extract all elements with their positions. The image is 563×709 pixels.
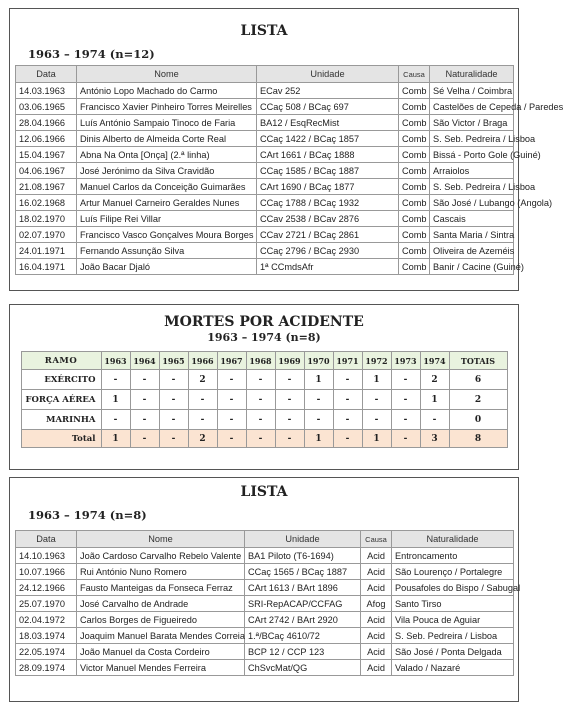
cell-name: Victor Manuel Mendes Ferreira [77, 660, 245, 676]
list1-subtitle: 1963 – 1974 (n=12) [28, 47, 155, 61]
year-value: - [246, 370, 275, 390]
header-naturalidade: Naturalidade [392, 531, 514, 548]
header-totais: TOTAIS [449, 352, 507, 370]
row-label: EXÉRCITO [21, 370, 101, 390]
cell-date: 02.04.1972 [16, 612, 77, 628]
cell-cause: Acid [361, 564, 392, 580]
year-value: 3 [420, 430, 449, 448]
cell-date: 16.02.1968 [16, 195, 77, 211]
year-value: - [362, 390, 391, 410]
cell-date: 14.10.1963 [16, 548, 77, 564]
year-value: - [333, 410, 362, 430]
cell-cause: Comb [399, 211, 430, 227]
cell-birthplace: Arraiolos [430, 163, 514, 179]
cell-unit: CArt 1661 / BCaç 1888 [257, 147, 399, 163]
cell-date: 15.04.1967 [16, 147, 77, 163]
cell-date: 21.08.1967 [16, 179, 77, 195]
year-value: 1 [420, 390, 449, 410]
table-row [21, 410, 507, 430]
year-value: - [217, 390, 246, 410]
cell-cause: Acid [361, 548, 392, 564]
cell-name: Fausto Manteigas da Fonseca Ferraz [77, 580, 245, 596]
cell-birthplace: Bissá - Porto Gole (Guiné) [430, 147, 514, 163]
list2-subtitle: 1963 – 1974 (n=8) [28, 508, 147, 522]
cell-name: Francisco Vasco Gonçalves Moura Borges [77, 227, 257, 243]
year-value: - [188, 410, 217, 430]
header-year: 1963 [101, 352, 130, 370]
year-value: 1 [101, 430, 130, 448]
cell-date: 24.01.1971 [16, 243, 77, 259]
header-causa: Causa [361, 531, 392, 548]
cell-unit: BA1 Piloto (T6-1694) [245, 548, 361, 564]
row-total: 6 [449, 370, 507, 390]
deaths-subtitle: 1963 – 1974 (n=8) [207, 331, 321, 344]
cell-cause: Comb [399, 243, 430, 259]
year-value: - [275, 370, 304, 390]
header-data: Data [16, 531, 77, 548]
cell-date: 12.06.1966 [16, 131, 77, 147]
cell-date: 02.07.1970 [16, 227, 77, 243]
row-label: Total [21, 430, 101, 448]
header-year: 1974 [420, 352, 449, 370]
cell-date: 04.06.1967 [16, 163, 77, 179]
cell-name: Abna Na Onta [Onça] (2.ª linha) [77, 147, 257, 163]
year-value: - [159, 390, 188, 410]
year-value: - [159, 430, 188, 448]
cell-name: João Manuel da Costa Cordeiro [77, 644, 245, 660]
cell-unit: CCaç 1422 / BCaç 1857 [257, 131, 399, 147]
year-value: - [130, 390, 159, 410]
year-value: - [304, 410, 333, 430]
year-value: 1 [101, 390, 130, 410]
header-unidade: Unidade [245, 531, 361, 548]
cell-birthplace: S. Seb. Pedreira / Lisboa [392, 628, 514, 644]
year-value: - [391, 410, 420, 430]
year-value: 2 [188, 370, 217, 390]
table-header-row [21, 352, 507, 370]
header-year: 1973 [391, 352, 420, 370]
cell-name: Dinis Alberto de Almeida Corte Real [77, 131, 257, 147]
cell-name: Joaquim Manuel Barata Mendes Correia [77, 628, 245, 644]
row-total: 0 [449, 410, 507, 430]
cell-unit: CArt 1613 / BArt 1896 [245, 580, 361, 596]
cell-name: Manuel Carlos da Conceição Guimarães [77, 179, 257, 195]
cell-date: 18.02.1970 [16, 211, 77, 227]
table-row [16, 179, 514, 195]
header-year: 1967 [217, 352, 246, 370]
year-value: 1 [304, 430, 333, 448]
cell-cause: Comb [399, 83, 430, 99]
header-year: 1965 [159, 352, 188, 370]
year-value: - [159, 410, 188, 430]
table-row [16, 644, 514, 660]
year-value: - [101, 370, 130, 390]
cell-birthplace: Sé Velha / Coimbra [430, 83, 514, 99]
accident-deaths-panel [9, 304, 519, 470]
cell-unit: CCav 2538 / BCav 2876 [257, 211, 399, 227]
header-nome: Nome [77, 531, 245, 548]
cell-cause: Acid [361, 644, 392, 660]
row-total: 2 [449, 390, 507, 410]
header-ramo: RAMO [21, 352, 101, 370]
cell-unit: 1.ª/BCaç 4610/72 [245, 628, 361, 644]
cell-cause: Acid [361, 660, 392, 676]
cell-cause: Acid [361, 580, 392, 596]
year-value: - [275, 430, 304, 448]
table-row [16, 612, 514, 628]
cell-unit: BA12 / EsqRecMist [257, 115, 399, 131]
cell-cause: Comb [399, 259, 430, 275]
year-value: - [304, 390, 333, 410]
cell-cause: Comb [399, 163, 430, 179]
year-value: 1 [304, 370, 333, 390]
year-value: - [217, 410, 246, 430]
cell-date: 10.07.1966 [16, 564, 77, 580]
year-value: - [362, 410, 391, 430]
cell-birthplace: São José / Ponta Delgada [392, 644, 514, 660]
cell-cause: Acid [361, 628, 392, 644]
cell-birthplace: São Lourenço / Portalegre [392, 564, 514, 580]
table-header-row [16, 531, 514, 548]
cell-unit: SRI-RepACAP/CCFAG [245, 596, 361, 612]
cell-name: António Lopo Machado do Carmo [77, 83, 257, 99]
table-row [16, 596, 514, 612]
cell-cause: Comb [399, 179, 430, 195]
row-total: 8 [449, 430, 507, 448]
header-year: 1971 [333, 352, 362, 370]
year-value: - [275, 410, 304, 430]
list1-title: LISTA [240, 23, 288, 39]
cell-unit: CCaç 1788 / BCaç 1932 [257, 195, 399, 211]
deaths-table [21, 351, 508, 448]
cell-unit: CCaç 2796 / BCaç 2930 [257, 243, 399, 259]
table-row [16, 115, 514, 131]
year-value: - [130, 410, 159, 430]
table-row [16, 83, 514, 99]
header-unidade: Unidade [257, 66, 399, 83]
year-value: - [391, 370, 420, 390]
cell-date: 03.06.1965 [16, 99, 77, 115]
header-year: 1968 [246, 352, 275, 370]
year-value: 2 [188, 430, 217, 448]
cell-birthplace: São Victor / Braga [430, 115, 514, 131]
table-row [16, 211, 514, 227]
table-row [16, 99, 514, 115]
cell-name: José Carvalho de Andrade [77, 596, 245, 612]
cell-unit: CCaç 508 / BCaç 697 [257, 99, 399, 115]
table-row [16, 195, 514, 211]
header-nome: Nome [77, 66, 257, 83]
year-value: - [420, 410, 449, 430]
cell-unit: ChSvcMat/QG [245, 660, 361, 676]
year-value: - [333, 390, 362, 410]
cell-name: José Jerónimo da Silva Cravidão [77, 163, 257, 179]
table-row [16, 163, 514, 179]
table-row [16, 628, 514, 644]
cell-cause: Afog [361, 596, 392, 612]
row-label: MARINHA [21, 410, 101, 430]
cell-date: 16.04.1971 [16, 259, 77, 275]
year-value: - [130, 370, 159, 390]
cell-name: Carlos Borges de Figueiredo [77, 612, 245, 628]
year-value: - [217, 430, 246, 448]
cell-name: Francisco Xavier Pinheiro Torres Meirelles [77, 99, 257, 115]
cell-birthplace: Santa Maria / Sintra [430, 227, 514, 243]
cell-unit: CArt 1690 / BCaç 1877 [257, 179, 399, 195]
header-year: 1969 [275, 352, 304, 370]
cell-name: Rui António Nuno Romero [77, 564, 245, 580]
cell-unit: BCP 12 / CCP 123 [245, 644, 361, 660]
cell-cause: Acid [361, 612, 392, 628]
cell-date: 25.07.1970 [16, 596, 77, 612]
year-value: 1 [362, 370, 391, 390]
table-header-row [16, 66, 514, 83]
cell-unit: CCaç 1565 / BCaç 1887 [245, 564, 361, 580]
table-row [16, 131, 514, 147]
year-value: - [391, 430, 420, 448]
year-value: 1 [362, 430, 391, 448]
header-year: 1972 [362, 352, 391, 370]
combat-deaths-panel [9, 8, 563, 291]
list2-title: LISTA [240, 484, 288, 500]
cell-name: Luís António Sampaio Tinoco de Faria [77, 115, 257, 131]
year-value: - [333, 370, 362, 390]
table-row [16, 243, 514, 259]
cell-cause: Comb [399, 147, 430, 163]
cell-date: 22.05.1974 [16, 644, 77, 660]
header-causa: Causa [399, 66, 430, 83]
cell-unit: 1ª CCmdsAfr [257, 259, 399, 275]
year-value: - [188, 390, 217, 410]
table-row [21, 370, 507, 390]
cell-birthplace: Cascais [430, 211, 514, 227]
cell-date: 18.03.1974 [16, 628, 77, 644]
table-row [21, 430, 507, 448]
cell-birthplace: S. Seb. Pedreira / Lisboa [430, 131, 514, 147]
header-naturalidade: Naturalidade [430, 66, 514, 83]
table-row [16, 227, 514, 243]
table-row [16, 147, 514, 163]
cell-cause: Comb [399, 115, 430, 131]
cell-date: 24.12.1966 [16, 580, 77, 596]
cell-cause: Comb [399, 131, 430, 147]
cell-unit: CCaç 1585 / BCaç 1887 [257, 163, 399, 179]
cell-unit: CCav 2721 / BCaç 2861 [257, 227, 399, 243]
year-value: - [246, 430, 275, 448]
cell-birthplace: S. Seb. Pedreira / Lisboa [430, 179, 514, 195]
cell-birthplace: Banir / Cacine (Guiné) [430, 259, 514, 275]
cell-birthplace: Entroncamento [392, 548, 514, 564]
cell-birthplace: Valado / Nazaré [392, 660, 514, 676]
cell-name: João Cardoso Carvalho Rebelo Valente [77, 548, 245, 564]
cell-name: Fernando Assunção Silva [77, 243, 257, 259]
cell-birthplace: Vila Pouca de Aguiar [392, 612, 514, 628]
table-row [16, 564, 514, 580]
cell-birthplace: São José / Lubango (Angola) [430, 195, 514, 211]
cell-birthplace: Pousafoles do Bispo / Sabugal [392, 580, 514, 596]
cell-unit: CArt 2742 / BArt 2920 [245, 612, 361, 628]
year-value: - [333, 430, 362, 448]
table-row [16, 580, 514, 596]
accident-list-panel [9, 477, 519, 702]
cell-date: 28.09.1974 [16, 660, 77, 676]
year-value: - [217, 370, 246, 390]
year-value: - [246, 410, 275, 430]
deaths-title: MORTES POR ACIDENTE [164, 314, 364, 330]
table-row [16, 259, 514, 275]
cell-cause: Comb [399, 227, 430, 243]
table-row [16, 660, 514, 676]
table-row [16, 548, 514, 564]
year-value: - [130, 430, 159, 448]
list1-table [15, 65, 563, 275]
cell-birthplace: Santo Tirso [392, 596, 514, 612]
year-value: - [246, 390, 275, 410]
row-label: FORÇA AÉREA [21, 390, 101, 410]
cell-date: 14.03.1963 [16, 83, 77, 99]
cell-birthplace: Oliveira de Azeméis [430, 243, 514, 259]
year-value: - [391, 390, 420, 410]
cell-unit: ECav 252 [257, 83, 399, 99]
cell-date: 28.04.1966 [16, 115, 77, 131]
cell-cause: Comb [399, 99, 430, 115]
cell-birthplace: Castelões de Cepeda / Paredes [430, 99, 514, 115]
header-data: Data [16, 66, 77, 83]
year-value: 2 [420, 370, 449, 390]
year-value: - [159, 370, 188, 390]
header-year: 1966 [188, 352, 217, 370]
cell-name: Luís Filipe Rei Villar [77, 211, 257, 227]
cell-name: Artur Manuel Carneiro Geraldes Nunes [77, 195, 257, 211]
list2-table [15, 530, 521, 676]
header-year: 1964 [130, 352, 159, 370]
cell-cause: Comb [399, 195, 430, 211]
cell-name: João Bacar Djaló [77, 259, 257, 275]
table-row [21, 390, 507, 410]
year-value: - [275, 390, 304, 410]
header-year: 1970 [304, 352, 333, 370]
year-value: - [101, 410, 130, 430]
